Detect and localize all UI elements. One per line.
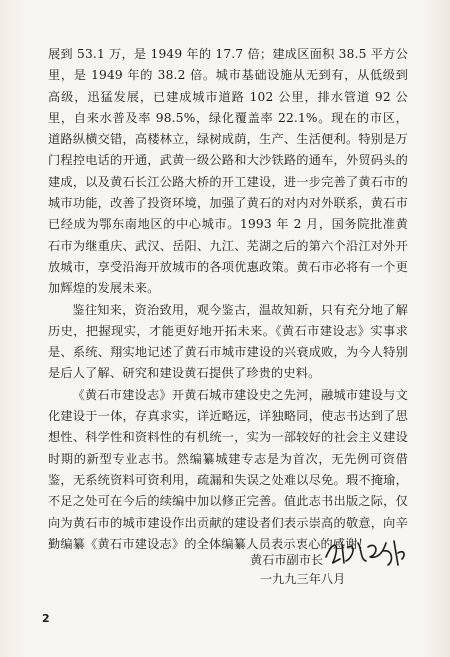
signature-date: 一九九三年八月 (260, 572, 346, 586)
body-text (48, 44, 408, 555)
handwritten-signature (322, 535, 408, 569)
paragraph-2: 鉴往知来，资治致用，观今鉴古，温故知新，只有充分地了解历史，把握现实，才能更好地开拓未来。《黄石市建设志》实事求是、系统、翔实地记述了黄石市城市建设的兴衰成败，为今人特别是后人了解、研究和建设黄石提供了珍贵的史料。 (48, 302, 408, 381)
page-number: 2 (42, 612, 50, 625)
paragraph-3: 《黄石市建设志》开黄石城市建设史之先河，融城市建设与文化建设于一体，存真求实，详近略远，详独略同，使志书达到了思想性、科学性和资料性的有机统一，实为一部较好的社会主义建设时期的新型专业志书。然编纂城建专志是为首次，无先例可资借鉴，无系统资料可资利用，疏漏和失误之处难以尽免。瑕不掩瑜，不足之处可在今后的续编中加以修正完善。值此志书出版之际，仅向为黄石市的城市建设作出贡献的建设者们表示崇高的敬意，向辛勤编纂《黄石市建设志》的全体编纂人员表示衷心的感谢！ (48, 387, 408, 551)
signature-title: 黄石市副市长 (250, 553, 324, 567)
paragraph-1: 展到 53.1 万，是 1949 年的 17.7 倍；建成区面积 38.5 平方公里，是 1949 年的 38.2 倍。城市基础设施从无到有，从低级到高级，迅猛发展，已建成城市道路 102 公里，排水管道 92 公里，自来水普及率 98.5%，绿化覆盖率 22.1%。现在的市区，道路纵横交错，高楼林立，绿树成荫，生产、生活便利。特别是万门程控电话的开通，武黄一级公路和大沙铁路的通车，外贸码头的建成，以及黄石长江公路大桥的开工建设，进一步完善了黄石市的城市功能，改善了投资环境，加强了黄石的对内对外联系，黄石市已经成为鄂东南地区的中心城市。1993 年 2 月，国务院批准黄石市为继重庆、武汉、岳阳、九江、芜湖之后的第六个沿江对外开放城市，享受沿海开放城市的各项优惠政策。黄石市必将有一个更加辉煌的发展未来。 (48, 47, 408, 296)
